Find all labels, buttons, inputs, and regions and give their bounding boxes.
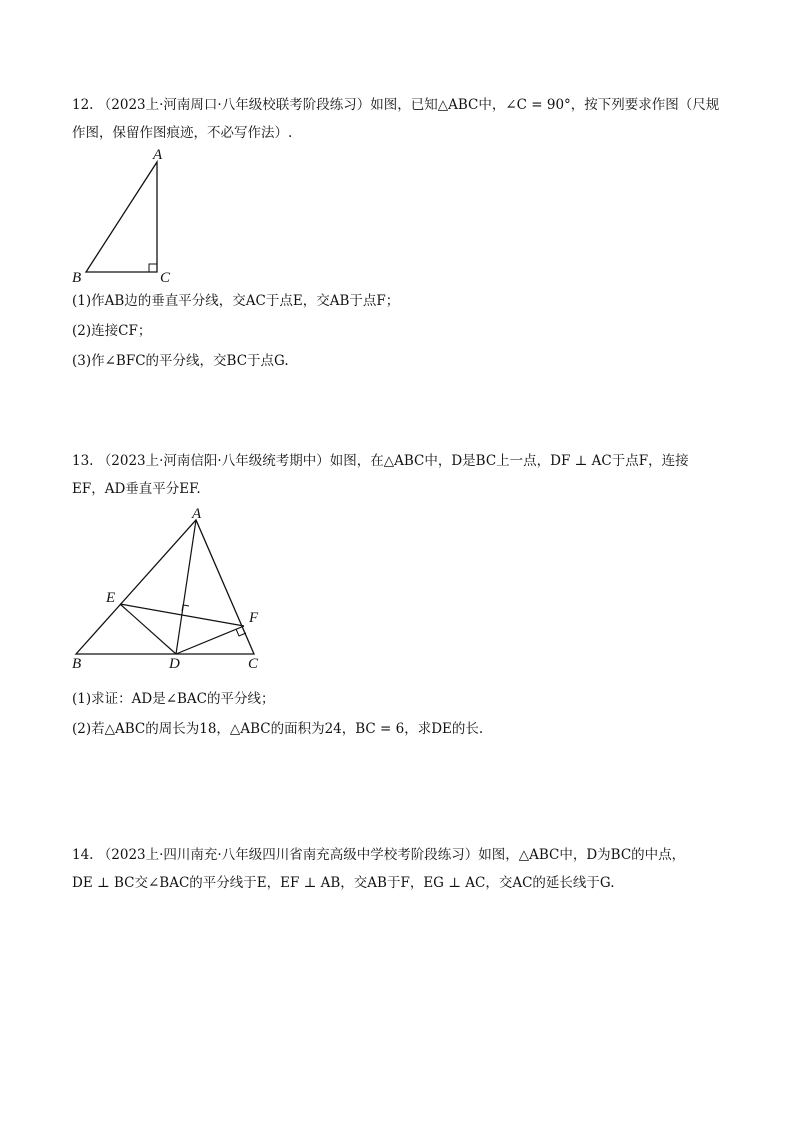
q12-label-a: A [153,147,163,163]
q12-part3: (3)作∠BFC的平分线，交BC于点G. [72,353,289,369]
q13-label-b: B [72,656,82,672]
q12-stem-line1: 12. （2023上·河南周口·八年级校联考阶段练习）如图，已知△ABC中，∠C = 90°，按下列要求作图（尺规 [72,97,720,113]
q13-label-c: C [248,656,259,672]
q13-triangle-figure [68,502,278,672]
q13-part2: (2)若△ABC的周长为18，△ABC的面积为24，BC = 6，求DE的长. [72,721,484,737]
q13-part1: (1)求证：AD是∠BAC的平分线； [72,691,275,707]
q12-label-c: C [160,270,171,284]
q13-label-f: F [249,610,259,626]
q14-stem-line1: 14. （2023上·四川南充·八年级四川省南充高级中学校考阶段练习）如图，△ABC中，D为BC的中点， [72,847,686,863]
q12-right-triangle-figure [68,144,208,284]
q12-part2: (2)连接CF； [72,323,152,339]
q13-label-d: D [169,656,180,672]
q14-stem-line2: DE ⊥ BC交∠BAC的平分线于E，EF ⊥ AB，交AB于F，EG ⊥ AC，交AC的延长线于G. [72,875,615,891]
q12-part1: (1)作AB边的垂直平分线，交AC于点E，交AB于点F； [72,293,400,309]
q12-label-b: B [72,270,82,284]
q13-label-e: E [106,590,116,606]
q12-stem-line2: 作图，保留作图痕迹，不必写作法）. [72,125,293,141]
q13-label-a: A [192,506,202,522]
q13-stem-line2: EF，AD垂直平分EF. [72,481,201,497]
q13-stem-line1: 13. （2023上·河南信阳·八年级统考期中）如图，在△ABC中，D是BC上一点，DF ⊥ AC于点F，连接 [72,453,689,469]
